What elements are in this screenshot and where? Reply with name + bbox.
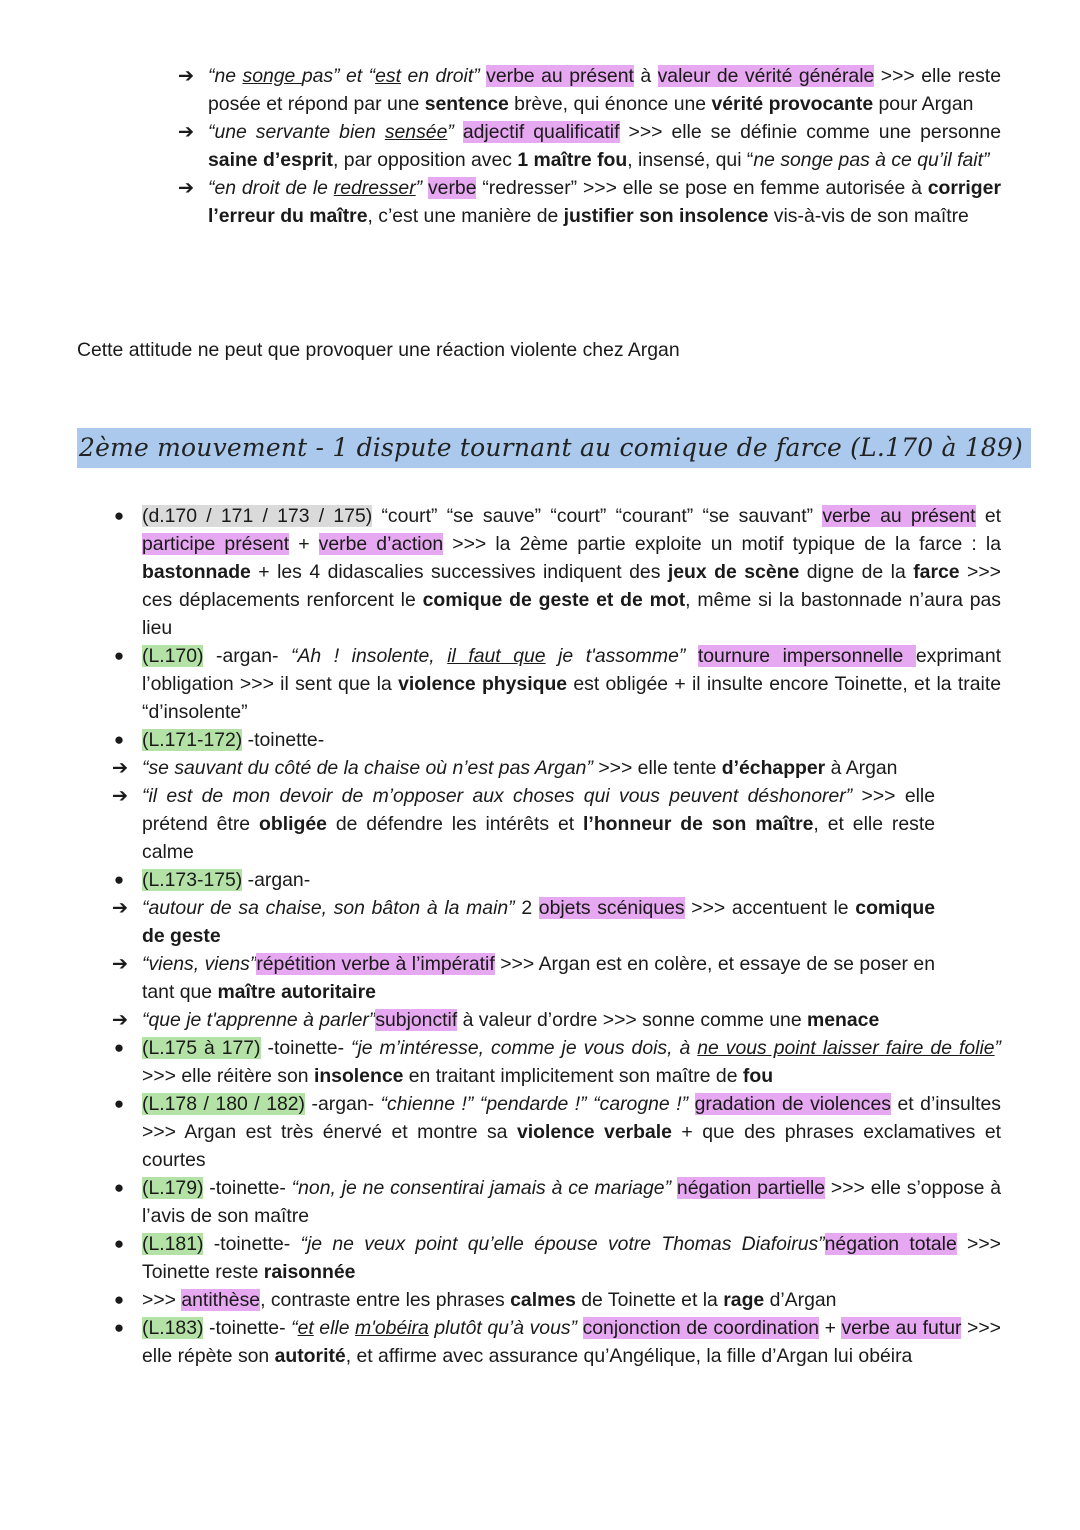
bullet-icon: ● xyxy=(113,1094,125,1113)
arrow-item: ➔ “ne songe pas” et “est en droit” verbe au présent à valeur de vérité générale >>> elle reste posée et répond par une sentence brève, qui énonce une vérité provocante pour Argan xyxy=(208,62,1001,118)
arrow-item: ➔ “il est de mon devoir de m’opposer aux choses qui vous peuvent déshonorer” >>> elle prétend être obligée de défendre les intérêts et l’honneur de son maître, et elle reste calme xyxy=(142,782,935,866)
bullet-icon: ● xyxy=(113,870,125,889)
highlight: verbe d’action xyxy=(318,533,444,555)
highlight: objets scéniques xyxy=(538,897,685,919)
bullet-list xyxy=(111,502,1002,1370)
arrow-icon: ➔ xyxy=(111,1009,129,1031)
bullet-icon: ● xyxy=(113,1290,125,1309)
top-arrow-list xyxy=(177,62,1002,230)
line-ref: (L.179) xyxy=(142,1177,204,1199)
arrow-item: ➔ “que je t'apprenne à parler”subjonctif à valeur d’ordre >>> sonne comme une menace xyxy=(142,1006,935,1034)
line-ref: (L.173-175) xyxy=(142,869,243,891)
bullet-icon: ● xyxy=(113,1234,125,1253)
highlight: verbe au futur xyxy=(841,1317,962,1339)
highlight: négation totale xyxy=(824,1233,957,1255)
bullet-icon: ● xyxy=(113,506,125,525)
bullet-item: ● (L.170) -argan- “Ah ! insolente, il faut que je t'assomme” tournure impersonnelle exprimant l’obligation >>> il sent que la violence physique est obligée + il insulte encore Toinette, et la traite “d’insolente” xyxy=(142,642,1001,726)
arrow-item: ➔ “se sauvant du côté de la chaise où n’est pas Argan” >>> elle tente d’échapper à Argan xyxy=(142,754,935,782)
line-ref: (L.183) xyxy=(142,1317,204,1339)
highlight: antithèse xyxy=(181,1289,261,1311)
arrow-icon: ➔ xyxy=(111,953,129,975)
arrow-item: ➔ “en droit de le redresser” verbe “redresser” >>> elle se pose en femme autorisée à corriger l’erreur du maître, c’est une manière de justifier son insolence vis-à-vis de son maître xyxy=(208,174,1001,230)
bullet-item: ● (L.183) -toinette- “et elle m'obéira plutôt qu’à vous” conjonction de coordination + verbe au futur >>> elle répète son autorité, et affirme avec assurance qu’Angélique, la fille d’Argan lui obéira xyxy=(142,1314,1001,1370)
line-ref: (L.171-172) xyxy=(142,729,243,751)
arrow-icon: ➔ xyxy=(177,121,195,143)
section-heading: 2ème mouvement - 1 dispute tournant au comique de farce (L.170 à 189) xyxy=(77,428,1031,468)
highlight: verbe au présent xyxy=(822,505,976,527)
bullet-icon: ● xyxy=(113,646,125,665)
bullet-item: ● (L.179) -toinette- “non, je ne consentirai jamais à ce mariage” négation partielle >>> elle s’oppose à l’avis de son maître xyxy=(142,1174,1001,1230)
highlight: subjonctif xyxy=(375,1009,458,1031)
highlight: verbe xyxy=(427,177,477,199)
bullet-item: ● (L.178 / 180 / 182) -argan- “chienne !” “pendarde !” “carogne !” gradation de violences et d’insultes >>> Argan est très énervé et montre sa violence verbale + que des phrases exclamatives et courtes xyxy=(142,1090,1001,1174)
line-ref: (d.170 / 171 / 173 / 175) xyxy=(142,505,373,527)
bullet-item: ● (L.181) -toinette- “je ne veux point qu’elle épouse votre Thomas Diafoirus”négation totale >>> Toinette reste raisonnée xyxy=(142,1230,1001,1286)
bullet-item: ● >>> antithèse, contraste entre les phrases calmes de Toinette et la rage d’Argan xyxy=(142,1286,1001,1314)
bullet-icon: ● xyxy=(113,1178,125,1197)
section-heading-wrap xyxy=(77,428,1031,468)
arrow-icon: ➔ xyxy=(177,65,195,87)
bullet-icon: ● xyxy=(113,1318,125,1337)
highlight: adjectif qualificatif xyxy=(462,121,620,143)
line-ref: (L.170) xyxy=(142,645,204,667)
paragraph: Cette attitude ne peut que provoquer une réaction violente chez Argan xyxy=(77,339,680,361)
highlight: négation partielle xyxy=(676,1177,826,1199)
highlight: valeur de vérité générale xyxy=(657,65,875,87)
bullet-item: ● (L.173-175) -argan- ➔ “autour de sa chaise, son bâton à la main” 2 objets scéniques >>> accentuent le comique de geste ➔ “viens, viens”répétition verbe à l’impératif >>> Argan est en colère, et essaye de se poser en tant que maître autoritaire ➔ “que je t'apprenne à parler”subjonctif à valeur d’ordre >>> sonne comme une menace xyxy=(142,866,1001,1034)
line-ref: (L.178 / 180 / 182) xyxy=(142,1093,306,1115)
highlight: répétition verbe à l’impératif xyxy=(256,953,495,975)
bullet-item: ● (d.170 / 171 / 173 / 175) “court” “se sauve” “court” “courant” “se sauvant” verbe au présent et participe présent + verbe d’action >>> la 2ème partie exploite un motif typique de la farce : la bastonnade + les 4 didascalies successives indiquent des jeux de scène digne de la farce >>> ces déplacements renforcent le comique de geste et de mot, même si la bastonnade n’aura pas lieu xyxy=(142,502,1001,642)
arrow-item: ➔ “viens, viens”répétition verbe à l’impératif >>> Argan est en colère, et essaye de se poser en tant que maître autoritaire xyxy=(142,950,935,1006)
bullet-icon: ● xyxy=(113,1038,125,1057)
highlight: conjonction de coordination xyxy=(582,1317,820,1339)
bullet-icon: ● xyxy=(113,730,125,749)
bullet-item: ● (L.171-172) -toinette- ➔ “se sauvant du côté de la chaise où n’est pas Argan” >>> elle tente d’échapper à Argan ➔ “il est de mon devoir de m’opposer aux choses qui vous peuvent déshonorer” >>> elle prétend être obligée de défendre les intérêts et l’honneur de son maître, et elle reste calme xyxy=(142,726,1001,866)
arrow-icon: ➔ xyxy=(111,897,129,919)
arrow-item: ➔ “autour de sa chaise, son bâton à la main” 2 objets scéniques >>> accentuent le comique de geste xyxy=(142,894,935,950)
highlight: verbe au présent xyxy=(486,65,634,87)
arrow-icon: ➔ xyxy=(111,757,129,779)
line-ref: (L.175 à 177) xyxy=(142,1037,261,1059)
arrow-item: ➔ “une servante bien sensée” adjectif qualificatif >>> elle se définie comme une personne saine d’esprit, par opposition avec 1 maître fou, insensé, qui “ne songe pas à ce qu’il fait” xyxy=(208,118,1001,174)
sub-arrow-list xyxy=(111,754,936,866)
highlight: tournure impersonnelle xyxy=(697,645,916,667)
arrow-icon: ➔ xyxy=(177,177,195,199)
arrow-icon: ➔ xyxy=(111,785,129,807)
highlight: participe présent xyxy=(142,533,290,555)
sub-arrow-list xyxy=(111,894,936,1034)
bullet-item: ● (L.175 à 177) -toinette- “je m’intéresse, comme je vous dois, à ne vous point laisser faire de folie” >>> elle réitère son insolence en traitant implicitement son maître de fou xyxy=(142,1034,1001,1090)
line-ref: (L.181) xyxy=(142,1233,204,1255)
highlight: gradation de violences xyxy=(694,1093,891,1115)
